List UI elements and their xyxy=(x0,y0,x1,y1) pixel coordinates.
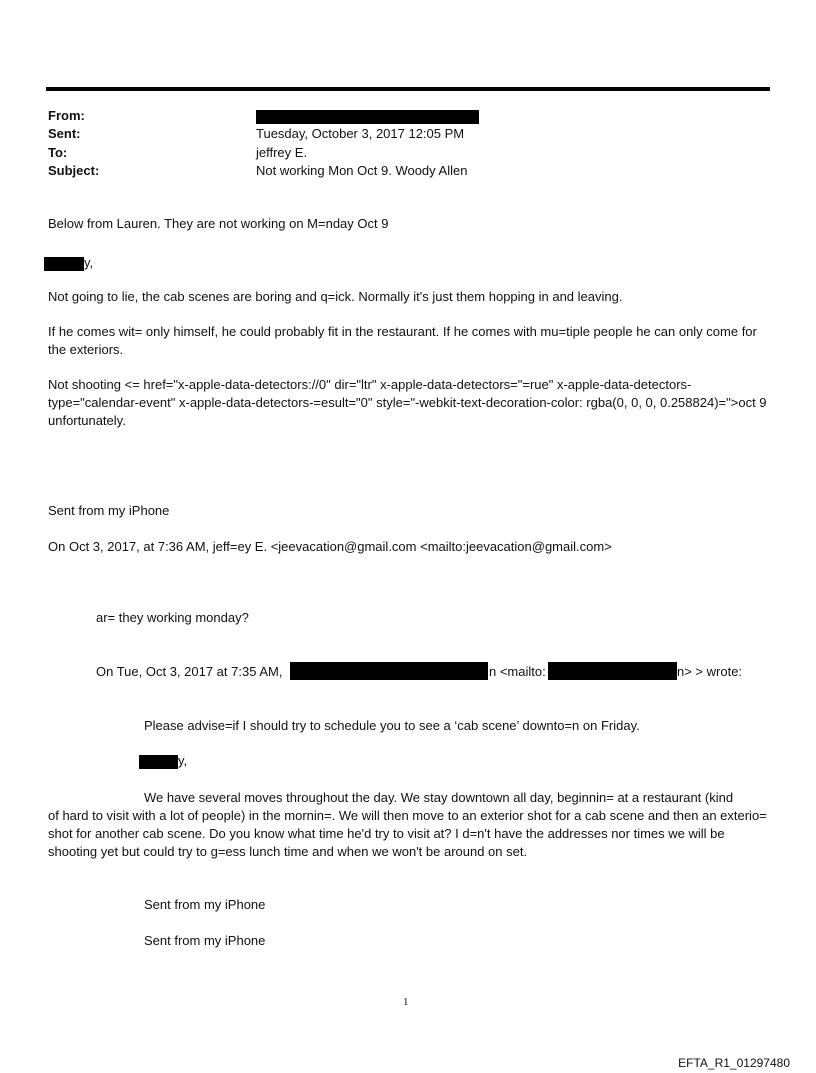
redacted-sender-name xyxy=(290,662,488,680)
paragraph-4: of hard to visit with a lot of people) in the mornin=. We will then move to an exterior shot for a cab scene and then an exterio= shot for another cab scene. Do you know what time he'd try to visit at? I d=n't have the addresses nor times we will be shooting yet but could try to g=ess lunch time and when we won't be around on set. xyxy=(48,808,767,859)
to-label: To: xyxy=(48,145,68,160)
subject-label: Subject: xyxy=(48,163,100,178)
redacted-from xyxy=(256,110,479,124)
from-label: From: xyxy=(48,108,85,123)
advise-line: Please advise=if I should try to schedule you to see a ‘cab scene’ downto=n on Friday. xyxy=(144,718,640,733)
quoted-header-1: On Oct 3, 2017, at 7:36 AM, jeff=ey E. <jeevacation@gmail.com <mailto:jeevacation@gmail.com> xyxy=(48,539,612,554)
sent-from-iphone-1: Sent from my iPhone xyxy=(48,503,170,518)
subject-value: Not working Mon Oct 9. Woody Allen xyxy=(256,163,468,178)
paragraph-4-first-line: We have several moves throughout the day. We stay downtown all day, beginnin= at a restaurant (kind xyxy=(144,790,734,805)
paragraph-1: Not going to lie, the cab scenes are boring and q=ick. Normally it's just them hopping in and leaving. xyxy=(48,289,623,304)
sent-label: Sent: xyxy=(48,126,81,141)
paragraph-2: If he comes wit= only himself, he could probably fit in the restaurant. If he comes with mu=tiple people he can only come for the exteriors. xyxy=(48,324,757,357)
page-number: 1 xyxy=(403,996,409,1008)
document-id: EFTA_R1_01297480 xyxy=(678,1056,790,1070)
redacted-name-1 xyxy=(44,257,84,271)
sent-value: Tuesday, October 3, 2017 12:05 PM xyxy=(256,126,465,141)
sent-from-iphone-2: Sent from my iPhone xyxy=(144,897,266,912)
question-line: ar= they working monday? xyxy=(96,610,249,625)
to-value: jeffrey E. xyxy=(256,145,308,160)
greeting-2: y, xyxy=(178,753,188,768)
sent-from-iphone-3: Sent from my iPhone xyxy=(144,933,266,948)
intro-line: Below from Lauren. They are not working on M=nday Oct 9 xyxy=(48,216,389,231)
greeting-1: y, xyxy=(84,255,94,270)
header-rule xyxy=(46,87,770,91)
quoted-header-2-prefix: On Tue, Oct 3, 2017 at 7:35 AM, xyxy=(96,664,283,679)
quoted-header-2-mailto: n <mailto: xyxy=(489,664,546,679)
quoted-header-2-suffix: n> > wrote: xyxy=(677,664,743,679)
redacted-name-2 xyxy=(139,755,178,769)
redacted-sender-email xyxy=(548,662,677,680)
paragraph-3: Not shooting <= href="x-apple-data-detectors://0" dir="ltr" x-apple-data-detectors="=rue" x-apple-data-detectors-type="calendar-event" x-apple-data-detectors-=esult="0" style="-webkit-text-decoration-color: rgba(0, 0, 0, 0.258824)=">oct 9 unfortunately. xyxy=(48,377,767,428)
